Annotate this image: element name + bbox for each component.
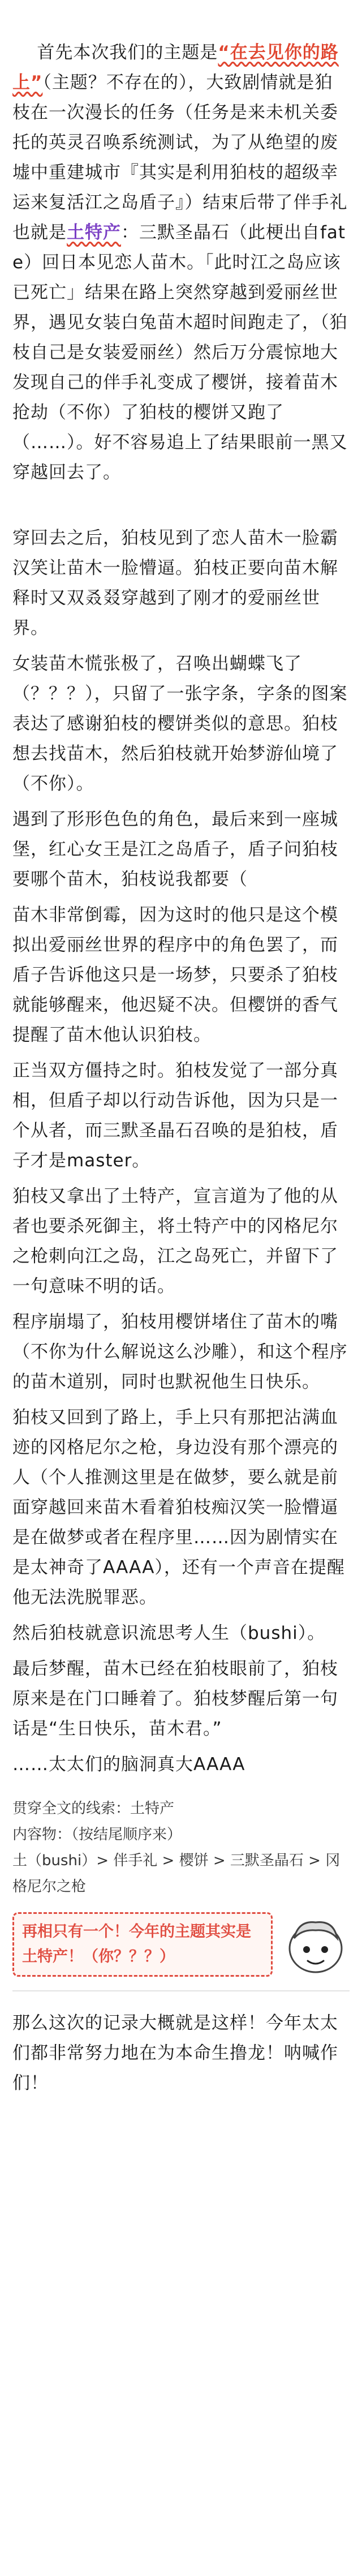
divider [12,1990,350,1991]
intro-text-4: （……）。好不容易追上了结果眼前一黑又穿越回去了。 [12,432,348,483]
sticky-note: 再相只有一个！今年的主题其实是土特产！（你？？？） [12,1912,273,1977]
summary-line-3: 土（bushi）> 伴手礼 > 樱饼 > 三默圣晶石 > 冈格尼尔之枪 [12,1852,341,1895]
intro-text-3: ：三默圣晶石（此梗出自fate）回日本见恋人苗木。「此时江之岛应该已死亡」结果在路上突然穿越到爱丽丝世界，遇见女装白兔苗木超时间跑走了，（狛枝自己是女装爱丽丝）然后万分震惊地大发现自己的伴手礼变成了樱饼，接着苗木抢劫（不你）了狛枝的樱饼又跑了 [12,222,348,423]
paragraph-3: 遇到了形形色色的角色，最后来到一座城堡，红心女王是江之岛盾子，盾子问狛枝要哪个苗木，狛枝说我都要（ [12,809,338,890]
sticky-note-row [12,1912,350,1980]
paragraph-5: 正当双方僵持之时。狛枝发觉了一部分真相，但盾子却以行动告诉他，因为只是一个从者，而三默圣晶石召唤的是狛枝，盾子才是master。 [12,1061,338,1171]
theme-highlight: “在去见你的路上” [12,42,339,93]
paragraph-9: 然后狛枝就意识流思考人生（bushi）。 [12,1623,326,1643]
summary-line-2: 内容物：（按结尾顺序来） [12,1826,182,1843]
mascot-icon [282,1912,350,1980]
paragraph-2: 女装苗木慌张极了，召唤出蝴蝶飞了（？？？），只留了一张字条，字条的图案表达了感谢狛枝的樱饼类似的意思。狛枝想去找苗木，然后狛枝就开始梦游仙境了（不你）。 [12,654,348,794]
paragraph-7: 程序崩塌了，狛枝用樱饼堵住了苗木的嘴（不你为什么解说这么沙雕），和这个程序的苗木道别，同时也默祝他生日快乐。 [12,1312,348,1392]
paragraph-10: 最后梦醒，苗木已经在狛枝眼前了，狛枝原来是在门口睡着了。狛枝梦醒后第一句话是“生日快乐，苗木君。” [12,1659,338,1739]
paragraph-11: ……太太们的脑洞真大AAAA [12,1754,245,1775]
intro-text-1: 首先本次我们的主题是 [37,42,218,63]
summary-line-1: 贯穿全文的线索：土特产 [12,1800,175,1817]
intro-paragraph [12,8,350,518]
paragraph-1: 穿回去之后，狛枝见到了恋人苗木一脸霸汉笑让苗木一脸懵逼。狛枝正要向苗木解释时又双叒叕穿越到了刚才的爱丽丝世界。 [12,528,338,638]
gift-highlight: 土特产 [67,222,121,243]
intro-text-2: （主题？不存在的），大致剧情就是狛枝在一次漫长的任务（任务是来未机关委托的英灵召唤系统测试，为了从绝望的废墟中重建城市『其实是利用狛枝的超级幸运来复活江之岛盾子』）结束后带了伴手礼也就是 [12,72,348,243]
summary-block [12,1796,350,1900]
paragraph-8: 狛枝又回到了路上，手上只有那把沾满血迹的冈格尼尔之枪，身边没有那个漂亮的人（个人推测这里是在做梦，要么就是前面穿越回来苗木看着狛枝痴汉笑一脸懵逼是在做梦或者在程序里……因为剧情实在是太神奇了AAAA），还有一个声音在提醒他无法洗脱罪恶。 [12,1407,345,1608]
paragraph-4: 苗木非常倒霉，因为这时的他只是这个模拟出爱丽丝世界的程序中的角色罢了，而盾子告诉他这只是一场梦，只要杀了狛枝就能够醒来，他迟疑不决。但樱饼的香气提醒了苗木他认识狛枝。 [12,905,338,1045]
closing-paragraph: 那么这次的记录大概就是这样！今年太太们都非常努力地在为本命生撸龙！呐喊作们！ [12,2013,338,2093]
paragraph-6: 狛枝又拿出了土特产，宣言道为了他的从者也要杀死御主，将土特产中的冈格尼尔之枪刺向江之岛，江之岛死亡，并留下了一句意味不明的话。 [12,1186,338,1296]
